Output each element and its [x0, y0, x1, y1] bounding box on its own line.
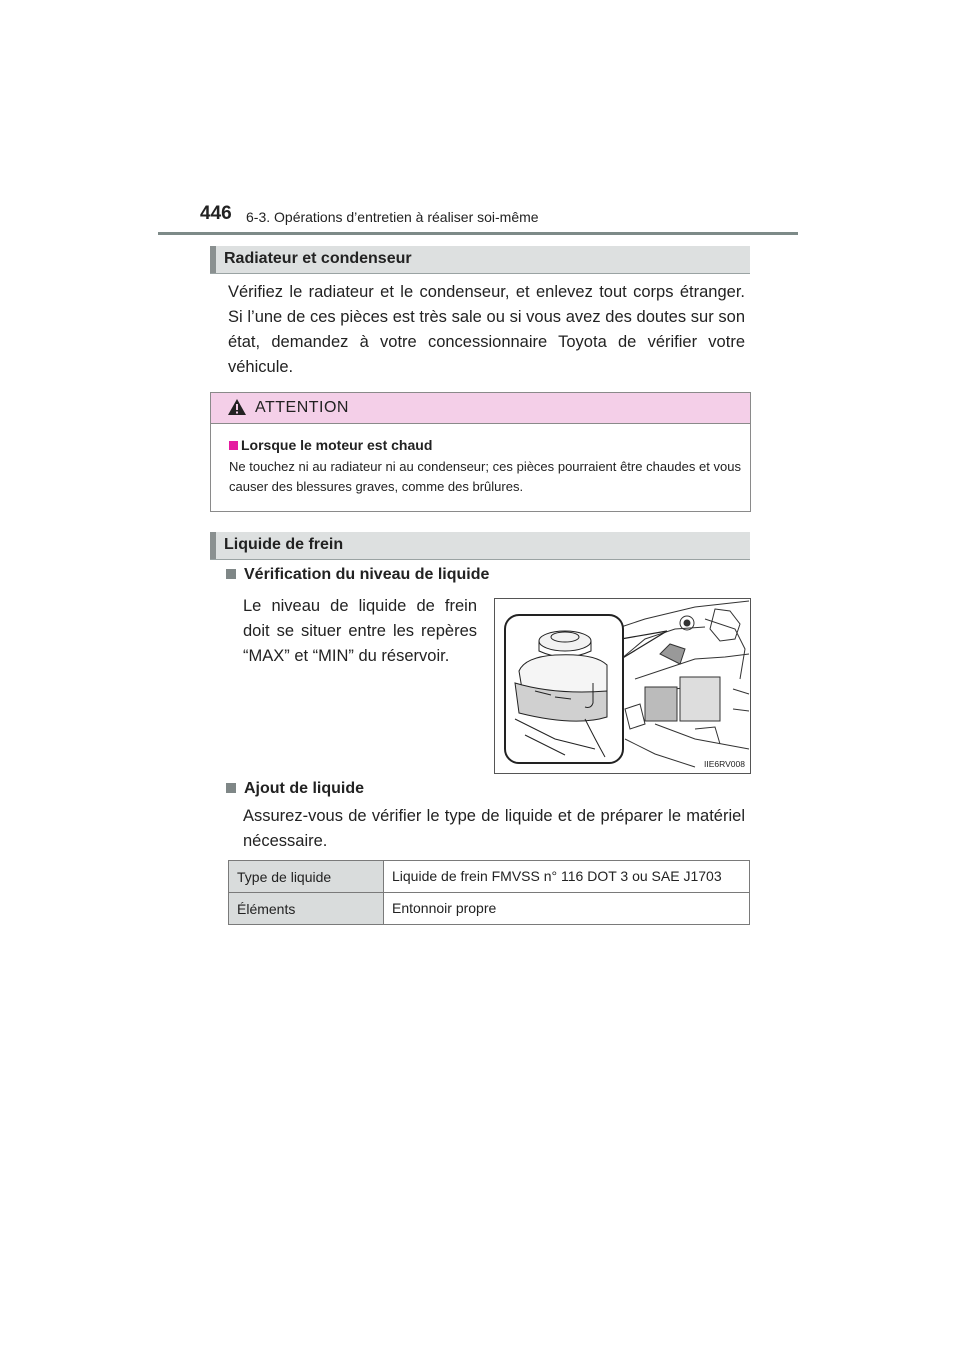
section-accent	[210, 246, 216, 273]
square-bullet-icon	[229, 441, 238, 450]
table-row	[229, 893, 750, 925]
engine-bay-drawing	[495, 599, 750, 773]
attention-box	[210, 392, 751, 512]
attention-subtitle-text: Lorsque le moteur est chaud	[241, 437, 433, 453]
fluid-spec-table	[228, 860, 750, 925]
table-label-cell: Type de liquide	[229, 861, 384, 893]
table-value-cell: Entonnoir propre	[384, 893, 750, 925]
attention-header	[211, 393, 750, 424]
header-section-title: 6-3. Opérations d’entretien à réaliser soi-même	[246, 209, 539, 225]
add-fluid-heading-text: Ajout de liquide	[244, 780, 364, 797]
attention-subtitle	[229, 437, 432, 453]
page-number: 446	[200, 203, 232, 224]
square-bullet-icon	[226, 783, 236, 793]
radiator-body: Vérifiez le radiateur et le condenseur, et enlevez tout corps étranger. Si l’une de ces pièces est très sale ou si vous avez des doutes sur son état, demandez à votre concessionnaire Toyota de vérifier votre véhicule.	[228, 283, 745, 376]
brake-fluid-reservoir-illustration	[494, 598, 751, 774]
square-bullet-icon	[226, 569, 236, 579]
section-title-brake-fluid: Liquide de frein	[224, 536, 344, 553]
section-title-radiator: Radiateur et condenseur	[224, 250, 412, 267]
table-value-cell: Liquide de frein FMVSS n° 116 DOT 3 ou SAE J1703	[384, 861, 750, 893]
section-accent	[210, 532, 216, 559]
table-label-cell: Éléments	[229, 893, 384, 925]
check-level-text: Le niveau de liquide de frein doit se situer entre les repères “MAX” et “MIN” du réservoir.	[243, 597, 477, 665]
section-bar-radiator	[210, 246, 750, 274]
attention-title: ATTENTION	[255, 399, 349, 416]
warning-triangle-icon	[227, 398, 247, 416]
figure-code: IIE6RV008	[704, 759, 745, 769]
header-rule	[158, 232, 798, 235]
check-level-heading	[226, 566, 489, 584]
table-row	[229, 861, 750, 893]
attention-text: Ne touchez ni au radiateur ni au condenseur; ces pièces pourraient être chaudes et vous causer des blessures graves, comme des brûlures.	[229, 459, 741, 494]
add-fluid-text: Assurez-vous de vérifier le type de liquide et de préparer le matériel nécessaire.	[243, 807, 745, 850]
section-bar-brake-fluid	[210, 532, 750, 560]
add-fluid-heading	[226, 780, 364, 798]
check-level-heading-text: Vérification du niveau de liquide	[244, 566, 490, 583]
